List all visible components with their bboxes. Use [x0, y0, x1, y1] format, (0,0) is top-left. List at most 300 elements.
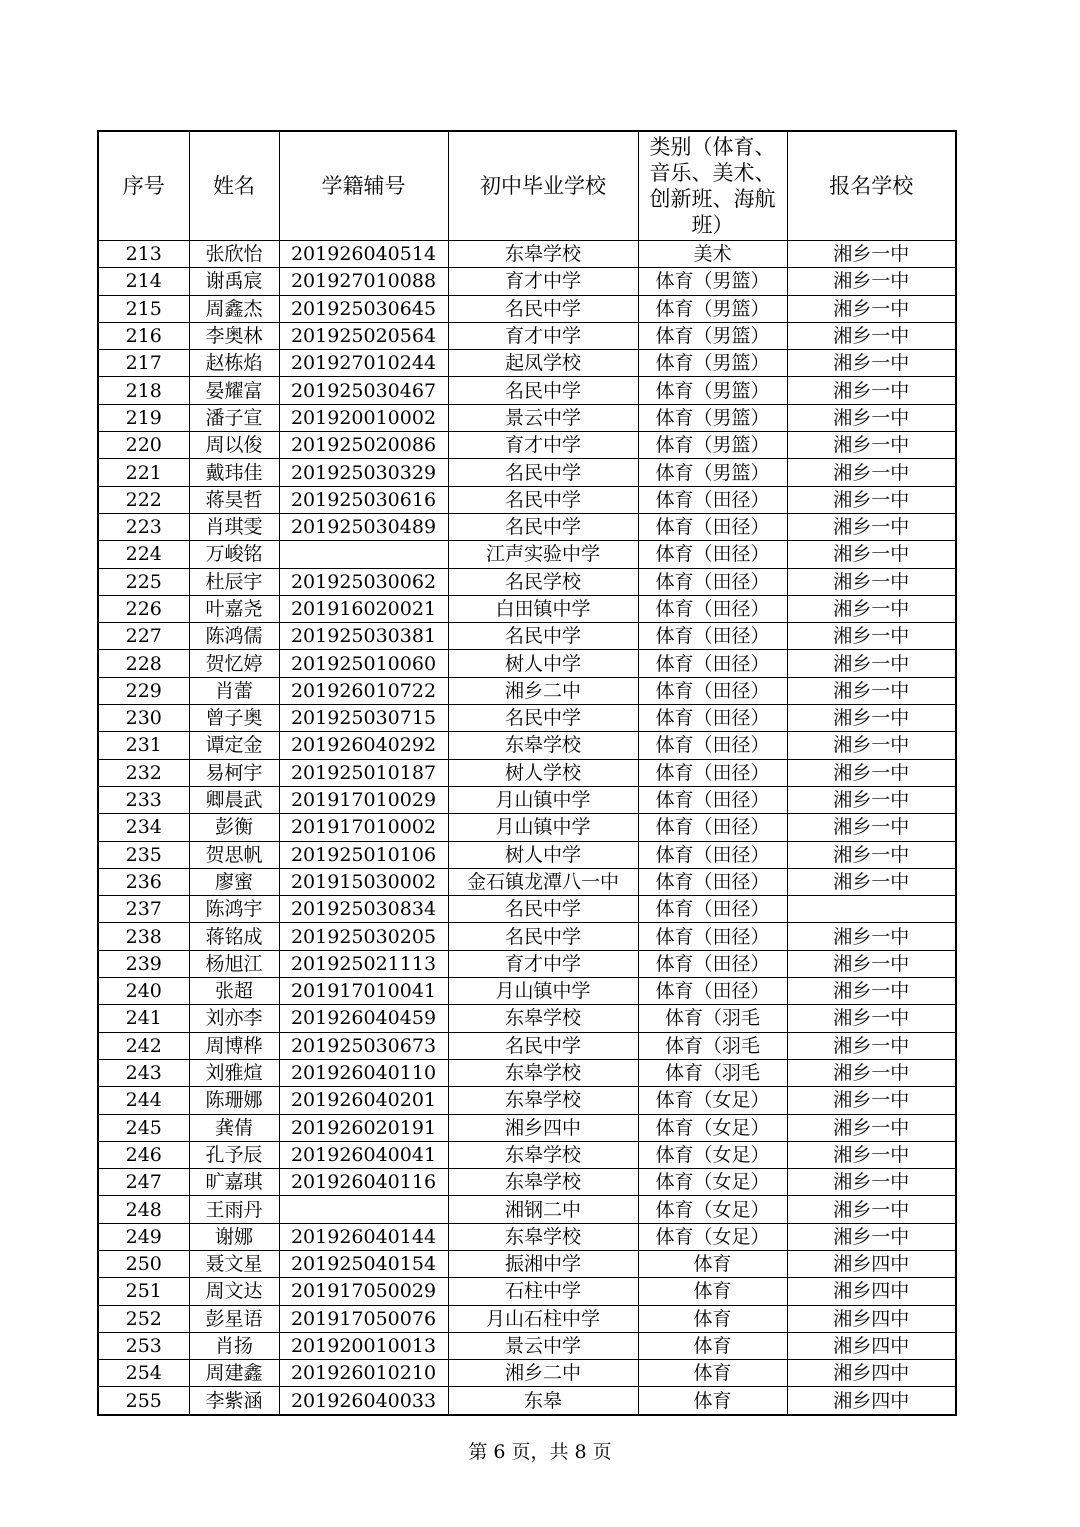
cell-student-id: 201926040110 [279, 1059, 448, 1086]
cell-num: 227 [98, 623, 189, 650]
cell-student-id: 201926040201 [279, 1087, 448, 1114]
cell-num: 246 [98, 1141, 189, 1168]
table-row [98, 868, 956, 895]
cell-junior-school: 湘乡四中 [448, 1114, 638, 1141]
table-row [98, 1169, 956, 1196]
cell-applied-school: 湘乡一中 [787, 1059, 956, 1086]
cell-category: 体育（田径） [638, 923, 787, 950]
cell-category: 体育（羽毛 [638, 1005, 787, 1032]
cell-junior-school: 湘钢二中 [448, 1196, 638, 1223]
cell-student-id: 201925010187 [279, 759, 448, 786]
table-row [98, 623, 956, 650]
cell-name: 廖蜜 [189, 868, 279, 895]
cell-student-id: 201920010013 [279, 1332, 448, 1359]
table-row [98, 1114, 956, 1141]
cell-num: 217 [98, 350, 189, 377]
table-row [98, 677, 956, 704]
cell-applied-school: 湘乡一中 [787, 295, 956, 322]
cell-applied-school: 湘乡一中 [787, 650, 956, 677]
cell-num: 213 [98, 241, 189, 268]
cell-num: 234 [98, 814, 189, 841]
cell-num: 242 [98, 1032, 189, 1059]
cell-junior-school: 名民中学 [448, 459, 638, 486]
cell-junior-school: 东皋学校 [448, 1223, 638, 1250]
cell-name: 曾子奥 [189, 705, 279, 732]
cell-category: 体育（田径） [638, 732, 787, 759]
cell-num: 237 [98, 896, 189, 923]
cell-name: 肖扬 [189, 1332, 279, 1359]
cell-name: 蒋昊哲 [189, 486, 279, 513]
cell-name: 刘亦李 [189, 1005, 279, 1032]
cell-junior-school: 育才中学 [448, 432, 638, 459]
cell-student-id: 201920010002 [279, 404, 448, 431]
student-table [97, 130, 957, 1416]
cell-junior-school: 景云中学 [448, 404, 638, 431]
table-row [98, 322, 956, 349]
table-row [98, 568, 956, 595]
cell-junior-school: 月山镇中学 [448, 814, 638, 841]
cell-student-id: 201926040459 [279, 1005, 448, 1032]
cell-student-id: 201925030645 [279, 295, 448, 322]
table-row [98, 650, 956, 677]
cell-applied-school: 湘乡一中 [787, 923, 956, 950]
cell-category: 体育（田径） [638, 841, 787, 868]
cell-name: 周文达 [189, 1278, 279, 1305]
cell-junior-school: 名民中学 [448, 923, 638, 950]
cell-num: 223 [98, 513, 189, 540]
cell-name: 卿晨武 [189, 786, 279, 813]
table-row [98, 595, 956, 622]
cell-name: 叶嘉尧 [189, 595, 279, 622]
cell-category: 体育（田径） [638, 786, 787, 813]
cell-name: 肖琪雯 [189, 513, 279, 540]
table-row [98, 486, 956, 513]
cell-junior-school: 树人学校 [448, 759, 638, 786]
cell-category: 体育（田径） [638, 541, 787, 568]
cell-student-id: 201925030467 [279, 377, 448, 404]
cell-junior-school: 名民中学 [448, 1032, 638, 1059]
cell-num: 228 [98, 650, 189, 677]
cell-student-id: 201915030002 [279, 868, 448, 895]
cell-category: 体育 [638, 1250, 787, 1277]
cell-applied-school: 湘乡一中 [787, 1169, 956, 1196]
cell-applied-school: 湘乡一中 [787, 868, 956, 895]
cell-junior-school: 东皋学校 [448, 1059, 638, 1086]
cell-applied-school: 湘乡一中 [787, 432, 956, 459]
cell-junior-school: 育才中学 [448, 268, 638, 295]
cell-applied-school: 湘乡一中 [787, 623, 956, 650]
cell-category: 体育 [638, 1305, 787, 1332]
table-row [98, 541, 956, 568]
cell-junior-school: 东皋学校 [448, 1005, 638, 1032]
cell-num: 254 [98, 1360, 189, 1387]
cell-num: 235 [98, 841, 189, 868]
table-row [98, 1059, 956, 1086]
cell-student-id: 201925030673 [279, 1032, 448, 1059]
cell-category: 体育（田径） [638, 568, 787, 595]
cell-num: 251 [98, 1278, 189, 1305]
cell-name: 杨旭江 [189, 950, 279, 977]
cell-student-id: 201917010041 [279, 978, 448, 1005]
table-row [98, 814, 956, 841]
table-row [98, 1250, 956, 1277]
cell-category: 体育（男篮） [638, 322, 787, 349]
cell-category: 体育 [638, 1332, 787, 1359]
cell-name: 万峻铭 [189, 541, 279, 568]
cell-num: 248 [98, 1196, 189, 1223]
cell-num: 232 [98, 759, 189, 786]
cell-student-id: 201927010244 [279, 350, 448, 377]
cell-category: 体育（田径） [638, 814, 787, 841]
cell-applied-school: 湘乡一中 [787, 322, 956, 349]
cell-applied-school: 湘乡一中 [787, 350, 956, 377]
cell-junior-school: 东皋学校 [448, 1141, 638, 1168]
table-row [98, 1141, 956, 1168]
cell-name: 陈珊娜 [189, 1087, 279, 1114]
cell-student-id: 201926010210 [279, 1360, 448, 1387]
cell-applied-school: 湘乡一中 [787, 1196, 956, 1223]
cell-category: 体育（田径） [638, 677, 787, 704]
cell-junior-school: 月山镇中学 [448, 786, 638, 813]
cell-name: 刘雅煊 [189, 1059, 279, 1086]
cell-category: 体育（女足） [638, 1223, 787, 1250]
cell-num: 236 [98, 868, 189, 895]
cell-category: 体育（男篮） [638, 268, 787, 295]
table-row [98, 432, 956, 459]
table-row [98, 459, 956, 486]
cell-category: 体育（田径） [638, 896, 787, 923]
cell-name: 贺忆婷 [189, 650, 279, 677]
cell-num: 233 [98, 786, 189, 813]
cell-name: 李奥林 [189, 322, 279, 349]
cell-num: 245 [98, 1114, 189, 1141]
cell-name: 王雨丹 [189, 1196, 279, 1223]
cell-junior-school: 景云中学 [448, 1332, 638, 1359]
cell-student-id: 201925030381 [279, 623, 448, 650]
cell-applied-school [787, 896, 956, 923]
cell-name: 周鑫杰 [189, 295, 279, 322]
cell-junior-school: 东皋 [448, 1387, 638, 1415]
header-junior-school: 初中毕业学校 [448, 131, 638, 241]
cell-name: 肖蕾 [189, 677, 279, 704]
cell-applied-school: 湘乡一中 [787, 459, 956, 486]
cell-applied-school: 湘乡四中 [787, 1332, 956, 1359]
cell-num: 225 [98, 568, 189, 595]
cell-name: 易柯宇 [189, 759, 279, 786]
table-row [98, 404, 956, 431]
cell-num: 252 [98, 1305, 189, 1332]
cell-applied-school: 湘乡一中 [787, 1141, 956, 1168]
cell-name: 孔予辰 [189, 1141, 279, 1168]
cell-num: 249 [98, 1223, 189, 1250]
cell-applied-school: 湘乡一中 [787, 486, 956, 513]
table-row [98, 896, 956, 923]
cell-applied-school: 湘乡一中 [787, 677, 956, 704]
cell-applied-school: 湘乡一中 [787, 1223, 956, 1250]
table-row [98, 1305, 956, 1332]
cell-junior-school: 江声实验中学 [448, 541, 638, 568]
cell-num: 226 [98, 595, 189, 622]
cell-applied-school: 湘乡一中 [787, 759, 956, 786]
cell-category: 体育（田径） [638, 623, 787, 650]
cell-applied-school: 湘乡一中 [787, 705, 956, 732]
cell-student-id: 201925021113 [279, 950, 448, 977]
table-row [98, 923, 956, 950]
cell-student-id: 201926010722 [279, 677, 448, 704]
cell-applied-school: 湘乡四中 [787, 1360, 956, 1387]
cell-student-id: 201917010029 [279, 786, 448, 813]
header-num: 序号 [98, 131, 189, 241]
cell-category: 体育（男篮） [638, 459, 787, 486]
table-row [98, 1196, 956, 1223]
table-row [98, 759, 956, 786]
cell-applied-school: 湘乡一中 [787, 377, 956, 404]
cell-num: 224 [98, 541, 189, 568]
cell-category: 体育（田径） [638, 513, 787, 540]
cell-junior-school: 名民中学 [448, 705, 638, 732]
cell-num: 214 [98, 268, 189, 295]
cell-student-id: 201926040144 [279, 1223, 448, 1250]
cell-category: 体育（男篮） [638, 432, 787, 459]
cell-name: 彭星语 [189, 1305, 279, 1332]
cell-applied-school: 湘乡一中 [787, 978, 956, 1005]
cell-applied-school: 湘乡一中 [787, 1005, 956, 1032]
cell-name: 谭定金 [189, 732, 279, 759]
cell-student-id: 201925030062 [279, 568, 448, 595]
cell-student-id: 201926040116 [279, 1169, 448, 1196]
cell-name: 谢禹宸 [189, 268, 279, 295]
cell-num: 220 [98, 432, 189, 459]
cell-junior-school: 名民中学 [448, 295, 638, 322]
table-row [98, 1032, 956, 1059]
cell-num: 215 [98, 295, 189, 322]
cell-student-id: 201917010002 [279, 814, 448, 841]
cell-num: 243 [98, 1059, 189, 1086]
cell-num: 241 [98, 1005, 189, 1032]
cell-category: 体育 [638, 1360, 787, 1387]
cell-category: 体育（女足） [638, 1196, 787, 1223]
cell-student-id: 201926040292 [279, 732, 448, 759]
cell-name: 彭衡 [189, 814, 279, 841]
cell-num: 229 [98, 677, 189, 704]
table-row [98, 732, 956, 759]
cell-category: 体育 [638, 1387, 787, 1415]
cell-applied-school: 湘乡一中 [787, 950, 956, 977]
table-row [98, 950, 956, 977]
cell-student-id: 201916020021 [279, 595, 448, 622]
table-row [98, 786, 956, 813]
cell-junior-school: 石柱中学 [448, 1278, 638, 1305]
cell-junior-school: 月山石柱中学 [448, 1305, 638, 1332]
cell-num: 247 [98, 1169, 189, 1196]
cell-junior-school: 育才中学 [448, 950, 638, 977]
cell-name: 蒋铭成 [189, 923, 279, 950]
cell-junior-school: 金石镇龙潭八一中 [448, 868, 638, 895]
cell-name: 旷嘉琪 [189, 1169, 279, 1196]
cell-student-id [279, 1196, 448, 1223]
cell-student-id: 201926020191 [279, 1114, 448, 1141]
table-row [98, 1223, 956, 1250]
table-row [98, 241, 956, 268]
cell-name: 聂文星 [189, 1250, 279, 1277]
cell-student-id: 201926040033 [279, 1387, 448, 1415]
table-row [98, 1278, 956, 1305]
cell-junior-school: 树人中学 [448, 841, 638, 868]
cell-category: 体育（女足） [638, 1169, 787, 1196]
cell-num: 250 [98, 1250, 189, 1277]
cell-num: 253 [98, 1332, 189, 1359]
cell-category: 体育（田径） [638, 950, 787, 977]
cell-student-id: 201927010088 [279, 268, 448, 295]
cell-student-id: 201926040041 [279, 1141, 448, 1168]
cell-category: 体育（羽毛 [638, 1032, 787, 1059]
cell-student-id: 201925030205 [279, 923, 448, 950]
cell-category: 体育（田径） [638, 868, 787, 895]
cell-junior-school: 湘乡二中 [448, 677, 638, 704]
cell-junior-school: 东皋学校 [448, 1087, 638, 1114]
cell-category: 体育（男篮） [638, 350, 787, 377]
cell-name: 陈鸿儒 [189, 623, 279, 650]
cell-category: 体育（男篮） [638, 295, 787, 322]
cell-applied-school: 湘乡四中 [787, 1305, 956, 1332]
cell-num: 230 [98, 705, 189, 732]
cell-category: 体育（田径） [638, 486, 787, 513]
cell-applied-school: 湘乡一中 [787, 814, 956, 841]
table-row [98, 513, 956, 540]
cell-num: 222 [98, 486, 189, 513]
table-row [98, 268, 956, 295]
cell-name: 杜辰宇 [189, 568, 279, 595]
cell-junior-school: 名民中学 [448, 486, 638, 513]
cell-applied-school: 湘乡四中 [787, 1278, 956, 1305]
cell-applied-school: 湘乡一中 [787, 1087, 956, 1114]
header-student-id: 学籍辅号 [279, 131, 448, 241]
cell-applied-school: 湘乡四中 [787, 1387, 956, 1415]
page-footer: 第 6 页，共 8 页 [468, 1441, 612, 1463]
cell-junior-school: 振湘中学 [448, 1250, 638, 1277]
cell-name: 贺思帆 [189, 841, 279, 868]
cell-name: 陈鸿宇 [189, 896, 279, 923]
header-row [98, 131, 956, 241]
cell-name: 周以俊 [189, 432, 279, 459]
cell-name: 李紫涵 [189, 1387, 279, 1415]
header-category: 类别（体育、音乐、美术、创新班、海航班） [638, 131, 787, 241]
header-name: 姓名 [189, 131, 279, 241]
cell-name: 赵栋焰 [189, 350, 279, 377]
cell-num: 239 [98, 950, 189, 977]
cell-applied-school: 湘乡一中 [787, 1114, 956, 1141]
cell-num: 255 [98, 1387, 189, 1415]
cell-num: 221 [98, 459, 189, 486]
cell-student-id: 201925020086 [279, 432, 448, 459]
cell-junior-school: 名民中学 [448, 513, 638, 540]
cell-applied-school: 湘乡一中 [787, 404, 956, 431]
cell-applied-school: 湘乡一中 [787, 241, 956, 268]
cell-applied-school: 湘乡一中 [787, 595, 956, 622]
cell-applied-school: 湘乡一中 [787, 541, 956, 568]
cell-category: 体育（女足） [638, 1114, 787, 1141]
cell-junior-school: 树人中学 [448, 650, 638, 677]
cell-applied-school: 湘乡一中 [787, 732, 956, 759]
cell-name: 潘子宣 [189, 404, 279, 431]
cell-student-id: 201925020564 [279, 322, 448, 349]
cell-name: 晏耀富 [189, 377, 279, 404]
table-row [98, 1005, 956, 1032]
table-row [98, 705, 956, 732]
cell-applied-school: 湘乡一中 [787, 1032, 956, 1059]
cell-student-id: 201925010060 [279, 650, 448, 677]
cell-junior-school: 名民中学 [448, 896, 638, 923]
cell-junior-school: 育才中学 [448, 322, 638, 349]
cell-student-id: 201925030489 [279, 513, 448, 540]
table-row [98, 1332, 956, 1359]
cell-name: 张欣怡 [189, 241, 279, 268]
table-row [98, 1360, 956, 1387]
table-body [98, 241, 956, 1415]
table-row [98, 978, 956, 1005]
cell-name: 张超 [189, 978, 279, 1005]
cell-student-id: 201925030834 [279, 896, 448, 923]
cell-name: 周博桦 [189, 1032, 279, 1059]
cell-category: 美术 [638, 241, 787, 268]
cell-junior-school: 白田镇中学 [448, 595, 638, 622]
cell-applied-school: 湘乡一中 [787, 513, 956, 540]
cell-num: 218 [98, 377, 189, 404]
cell-applied-school: 湘乡一中 [787, 841, 956, 868]
cell-name: 谢娜 [189, 1223, 279, 1250]
cell-junior-school: 东皋学校 [448, 732, 638, 759]
cell-junior-school: 月山镇中学 [448, 978, 638, 1005]
cell-category: 体育（田径） [638, 650, 787, 677]
cell-student-id: 201917050076 [279, 1305, 448, 1332]
cell-student-id: 201925030715 [279, 705, 448, 732]
cell-student-id: 201925030616 [279, 486, 448, 513]
cell-junior-school: 东皋学校 [448, 1169, 638, 1196]
cell-student-id [279, 541, 448, 568]
cell-num: 238 [98, 923, 189, 950]
table-row [98, 1087, 956, 1114]
table-row [98, 295, 956, 322]
cell-name: 周建鑫 [189, 1360, 279, 1387]
cell-category: 体育（田径） [638, 595, 787, 622]
cell-applied-school: 湘乡一中 [787, 786, 956, 813]
cell-applied-school: 湘乡一中 [787, 568, 956, 595]
cell-category: 体育（田径） [638, 705, 787, 732]
cell-category: 体育（田径） [638, 978, 787, 1005]
cell-category: 体育 [638, 1278, 787, 1305]
cell-student-id: 201925040154 [279, 1250, 448, 1277]
table-row [98, 1387, 956, 1415]
cell-category: 体育（男篮） [638, 404, 787, 431]
cell-num: 219 [98, 404, 189, 431]
cell-student-id: 201926040514 [279, 241, 448, 268]
header-applied-school: 报名学校 [787, 131, 956, 241]
cell-num: 216 [98, 322, 189, 349]
cell-student-id: 201925010106 [279, 841, 448, 868]
table-header [98, 131, 956, 241]
cell-junior-school: 湘乡二中 [448, 1360, 638, 1387]
cell-junior-school: 名民中学 [448, 623, 638, 650]
cell-applied-school: 湘乡四中 [787, 1250, 956, 1277]
cell-name: 戴玮佳 [189, 459, 279, 486]
table-row [98, 350, 956, 377]
cell-junior-school: 东皋学校 [448, 241, 638, 268]
cell-category: 体育（田径） [638, 759, 787, 786]
cell-num: 231 [98, 732, 189, 759]
cell-junior-school: 名民学校 [448, 568, 638, 595]
cell-category: 体育（女足） [638, 1141, 787, 1168]
cell-applied-school: 湘乡一中 [787, 268, 956, 295]
